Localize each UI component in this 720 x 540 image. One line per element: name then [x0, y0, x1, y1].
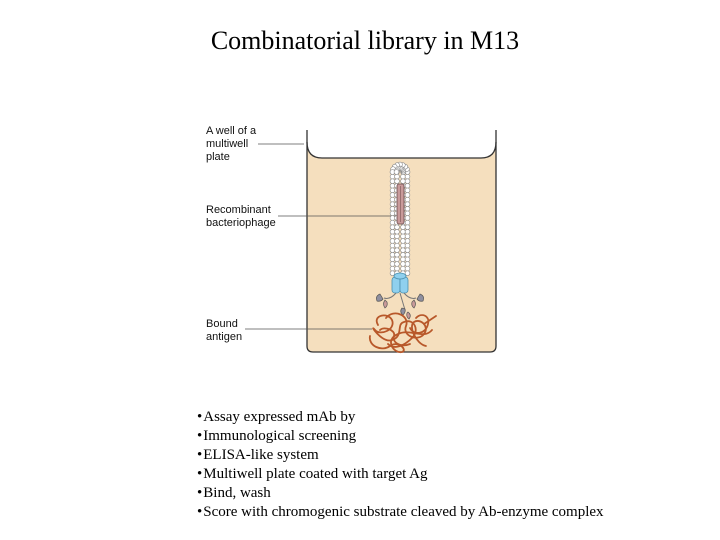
- coat-bead: [395, 174, 400, 179]
- bullet-item: • Score with chromogenic substrate cleaved by Ab-enzyme complex: [197, 503, 604, 522]
- coat-bead: [390, 202, 395, 207]
- coat-bead: [401, 179, 406, 184]
- coat-bead: [405, 197, 410, 202]
- bullet-item: • Multiwell plate coated with target Ag: [197, 465, 604, 484]
- coat-bead: [401, 262, 406, 267]
- coat-bead: [405, 206, 410, 211]
- coat-bead: [405, 248, 410, 253]
- bullet-item: • Assay expressed mAb by: [197, 408, 604, 427]
- coat-bead: [405, 179, 410, 184]
- bullet-item: • Immunological screening: [197, 427, 604, 446]
- coat-bead: [405, 239, 410, 244]
- coat-bead: [401, 174, 406, 179]
- coat-bead: [401, 239, 406, 244]
- coat-bead: [405, 188, 410, 193]
- tail-protein: [392, 273, 408, 293]
- coat-bead: [401, 266, 406, 271]
- coat-bead: [390, 252, 395, 257]
- coat-bead: [405, 183, 410, 188]
- coat-bead: [390, 257, 395, 262]
- coat-bead: [390, 225, 395, 230]
- bullet-list: [197, 408, 604, 522]
- coat-bead: [390, 188, 395, 193]
- coat-bead: [390, 229, 395, 234]
- coat-bead: [401, 234, 406, 239]
- coat-bead: [390, 206, 395, 211]
- coat-bead: [395, 243, 400, 248]
- coat-bead: [395, 234, 400, 239]
- coat-bead: [390, 216, 395, 221]
- coat-bead: [395, 266, 400, 271]
- coat-bead: [390, 220, 395, 225]
- coat-bead: [401, 229, 406, 234]
- coat-bead: [405, 216, 410, 221]
- coat-bead: [390, 193, 395, 198]
- coat-bead: [390, 183, 395, 188]
- page-title: Combinatorial library in M13: [210, 26, 520, 55]
- antigen-label: Bound antigen: [206, 318, 243, 343]
- coat-bead: [390, 262, 395, 267]
- well-label: A well of a multiwell plate: [206, 125, 257, 163]
- coat-bead: [405, 211, 410, 216]
- coat-bead: [401, 257, 406, 262]
- coat-bead: [390, 239, 395, 244]
- coat-bead: [390, 179, 395, 184]
- coat-bead: [405, 202, 410, 207]
- coat-bead: [395, 225, 400, 230]
- coat-bead: [405, 220, 410, 225]
- coat-bead: [405, 252, 410, 257]
- phage-label: Recombinant bacteriophage: [206, 204, 276, 229]
- coat-bead: [390, 174, 395, 179]
- coat-bead: [405, 193, 410, 198]
- coat-bead: [390, 248, 395, 253]
- coat-bead: [395, 179, 400, 184]
- coat-bead: [405, 243, 410, 248]
- coat-bead: [405, 234, 410, 239]
- coat-bead: [405, 225, 410, 230]
- bullet-item: • Bind, wash: [197, 484, 604, 503]
- coat-bead: [390, 211, 395, 216]
- coat-bead: [395, 257, 400, 262]
- coat-bead: [395, 239, 400, 244]
- coat-bead: [405, 266, 410, 271]
- coat-bead: [401, 243, 406, 248]
- coat-bead: [405, 229, 410, 234]
- coat-bead: [405, 257, 410, 262]
- coat-bead: [395, 229, 400, 234]
- coat-bead: [394, 170, 399, 175]
- coat-bead: [405, 262, 410, 267]
- coat-bead: [395, 248, 400, 253]
- coat-bead: [395, 262, 400, 267]
- coat-bead: [390, 197, 395, 202]
- coat-bead: [401, 252, 406, 257]
- bullet-item: • ELISA-like system: [197, 446, 604, 465]
- coat-bead: [390, 243, 395, 248]
- well-liquid-surface: [307, 142, 496, 158]
- coat-bead: [401, 225, 406, 230]
- coat-bead: [390, 266, 395, 271]
- coat-bead: [395, 252, 400, 257]
- coat-bead: [401, 248, 406, 253]
- coat-bead: [405, 174, 410, 179]
- coat-bead: [390, 234, 395, 239]
